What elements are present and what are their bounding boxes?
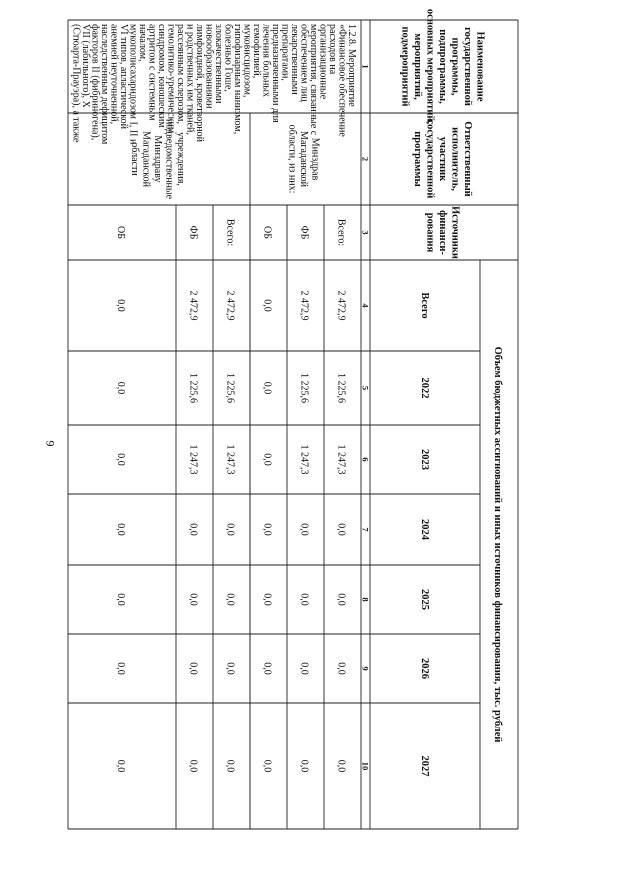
measure-description-line: «Финансовое обеспечение [336,24,348,137]
header-name: программы, [449,37,461,96]
value-cell: 0,0 [298,759,310,773]
column-number: 10 [360,761,371,771]
header-name: подпрограммы, [437,29,448,104]
column-number: 1 [360,64,371,69]
measure-description-line: организационные [317,24,329,100]
column-number: 8 [360,597,371,602]
value-cell: 0,0 [298,523,310,536]
column-number: 4 [360,303,371,308]
executor-institutions: Минздраву [152,135,163,183]
value-cell: 0,0 [115,593,126,606]
header-name: основных мероприятий, [424,8,436,125]
executor-institutions: учреждения, [175,132,186,186]
header-year: 2022 [419,377,430,399]
measure-description-line: рассеянным склерозом, [175,24,186,124]
source-label: Всего: [335,218,347,247]
measure-description-line: расходов на [327,24,338,75]
value-cell: 2 472,9 [224,290,236,321]
value-cell: 0,0 [335,593,347,606]
measure-description-line: началом, [137,24,148,62]
value-cell: 0,0 [187,759,199,773]
measure-description-line: мероприятия, связанные с [308,24,319,136]
source-label: Всего: [224,218,236,247]
value-cell: 0,0 [115,453,126,466]
column-number: 3 [360,230,371,235]
value-cell: 1 225,6 [187,373,199,403]
measure-description-line: (Стюарта-Прауэра), а также [70,24,82,143]
header-year: Всего [419,292,430,319]
header-name: подмероприятий [399,26,411,107]
column-number: 7 [360,527,371,532]
value-cell: 0,0 [224,662,236,675]
value-cell: 0,0 [335,759,347,773]
source-label: ФБ [187,225,199,240]
measure-description-line: новообразованиями [203,24,215,109]
header-executor: исполнитель, [449,127,461,191]
executor-institutions: Магаданской [140,131,152,187]
header-year: 2027 [419,755,430,777]
page-number: 9 [43,440,58,447]
value-cell: 1 225,6 [224,373,236,403]
value-cell: 0,0 [261,299,273,312]
measure-description-line: наследственным дефицитом [99,24,110,145]
measure-description-line: факторов II (фибриногена), [89,24,101,141]
value-cell: 2 472,9 [335,290,347,321]
value-cell: 0,0 [187,523,199,536]
measure-description-line: мукополисахаридозом I, II и [127,24,139,145]
header-name: Наименование [474,31,486,102]
measure-description-line: болезнью Гоше, [222,24,234,92]
value-cell: 1 225,6 [335,373,347,403]
source-label: ОБ [115,226,126,239]
value-cell: 0,0 [115,759,126,773]
source-label: ФБ [298,225,310,240]
executor-ministry: Магаданской [298,131,309,187]
header-year: 2025 [419,589,430,610]
value-cell: 0,0 [115,523,126,536]
value-cell: 0,0 [261,662,273,675]
header-name: государственной [462,27,473,106]
value-cell: 0,0 [298,593,310,606]
value-cell: 1 247,3 [224,444,236,475]
value-cell: 0,0 [115,299,126,312]
value-cell: 0,0 [261,593,273,606]
executor-ministry: Минздрав [309,137,321,181]
measure-description-line: обеспечением лиц [298,24,310,102]
value-cell: 2 472,9 [187,290,199,321]
header-executor: государственной [424,119,436,199]
measure-description-line: гипофизарным нанизмом, [232,24,243,135]
value-cell: 0,0 [224,523,236,536]
value-cell: 0,0 [261,759,273,773]
measure-description-line: 1.2.8. Мероприятие [346,24,357,107]
column-number: 6 [360,457,371,462]
header-executor: программы [412,131,423,187]
executor-institutions: области [129,142,140,176]
measure-description-line: VII (лабильного), X [80,24,91,108]
measure-description-line: синдромом, юношеским [156,24,167,128]
value-cell: 0,0 [115,662,126,675]
value-cell: 0,0 [261,453,273,466]
measure-description-line: лечения больных [260,24,272,98]
measure-description-line: предназначенными для [270,24,281,123]
header-source: финанси- [437,210,448,255]
measure-description-line: анемией неуточненной, [108,24,120,125]
column-number: 5 [360,385,371,391]
value-cell: 0,0 [298,662,310,675]
value-cell: 0,0 [224,759,236,773]
header-year: 2024 [419,519,430,540]
value-cell: 2 472,9 [298,290,310,321]
value-cell: 1 247,3 [298,444,310,475]
measure-description-line: лимфоидной, кроветворной [194,24,205,142]
measure-description-line: артритом с системным [146,24,158,121]
measure-description-line: злокачественными [213,24,224,104]
value-cell: 0,0 [335,662,347,675]
header-funding-group: Объем бюджетных ассигнований и иных источников финансирования, тыс. рублей [492,346,503,743]
value-cell: 0,0 [261,381,273,395]
executor-institutions: подведомственные [163,118,175,200]
measure-description-line: и родственных им тканей, [184,24,196,135]
header-name: мероприятий, [412,33,423,100]
value-cell: 0,0 [187,662,199,675]
executor-ministry: области, из них: [286,124,298,194]
measure-description-line: муковисцидозом, [241,24,253,98]
header-source: рования [424,212,436,253]
measure-description-line: гемолитико-уремическим [165,24,177,134]
header-executor: Ответственный [462,121,473,197]
header-executor: участник [437,136,448,182]
value-cell: 1 247,3 [187,444,199,475]
value-cell: 0,0 [115,381,126,395]
column-number: 9 [360,666,371,671]
header-source: Источники [449,206,461,259]
measure-description-line: лекарственными [289,24,300,95]
measure-description-line: VI типов, апластической [118,24,129,129]
measure-description-line: гемофилией, [251,24,262,79]
header-year: 2023 [419,449,430,470]
header-year: 2026 [419,658,430,679]
value-cell: 0,0 [187,593,199,606]
value-cell: 1 247,3 [335,444,347,475]
source-label: ОБ [261,226,273,239]
value-cell: 0,0 [224,593,236,606]
column-number: 2 [360,156,371,162]
value-cell: 1 225,6 [298,373,310,403]
measure-description-line: препаратами, [279,24,291,81]
value-cell: 0,0 [335,523,347,536]
value-cell: 0,0 [261,523,273,536]
